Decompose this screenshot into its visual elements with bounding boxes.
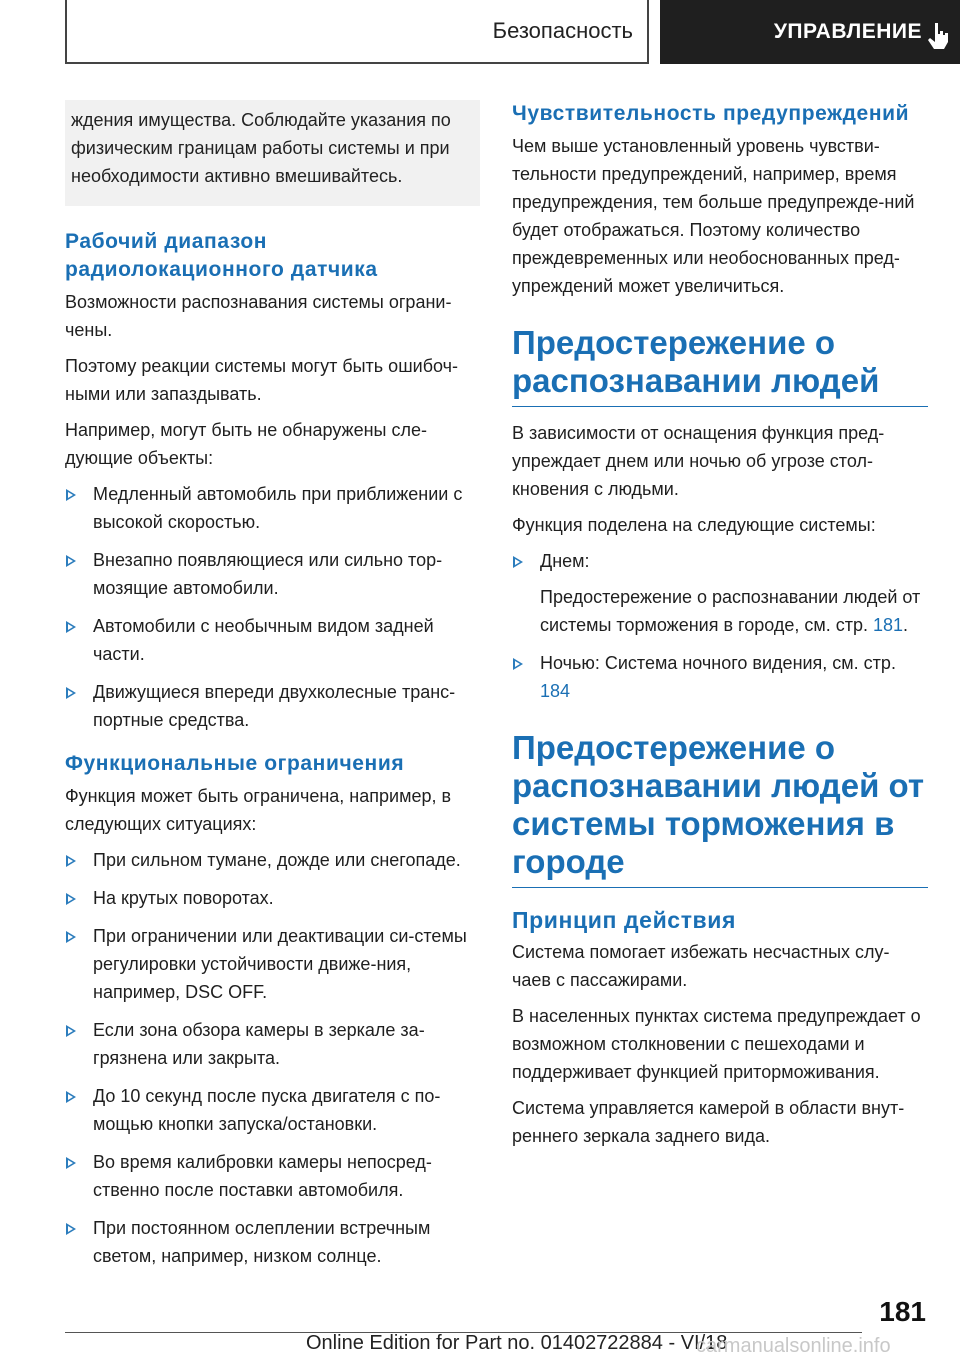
hand-pointer-icon — [926, 22, 950, 50]
bullet-triangle-icon — [513, 556, 523, 568]
range-paragraph-3: Например, могут быть не обнаружены сле-дующие объекты: — [65, 420, 427, 468]
limits-paragraph: Функция может быть ограничена, например, в следующих ситуациях: — [65, 786, 452, 834]
range-heading: Рабочий диапазон радиолокационного датчика — [65, 230, 378, 281]
bullet-triangle-icon — [513, 658, 523, 670]
bullet-triangle-icon — [66, 621, 76, 633]
edition-text: Online Edition for Part no. 01402722884 - VI/18 — [306, 1332, 728, 1354]
list-item: При ограничении или деактивации си-стемы регулировки устойчивости движе-ния, например, DSC OFF. — [65, 922, 480, 1006]
list-item — [512, 649, 928, 705]
city-braking-heading: Предостережение о распознавании людей от системы торможения в городе — [512, 729, 928, 888]
systems-list — [512, 547, 928, 705]
range-paragraph-1: Возможности распознавания системы ограни-чены. — [65, 292, 452, 340]
people-warning-heading: Предостережение о распознавании людей — [512, 324, 928, 407]
bullet-triangle-icon — [66, 1157, 76, 1169]
list-item: Медленный автомобиль при приближении с высокой скоростью. — [65, 480, 480, 536]
page-number: 181 — [879, 1296, 926, 1327]
principle-paragraph-1: Система помогает избежать несчастных слу-чаев с пассажирами. — [512, 942, 890, 990]
list-item: При постоянном ослеплении встречным светом, например, низком солнце. — [65, 1214, 480, 1270]
list-item: На крутых поворотах. — [65, 884, 480, 912]
day-label: Днем: — [540, 551, 590, 571]
list-item: Если зона обзора камеры в зеркале за-грязнена или закрыта. — [65, 1016, 480, 1072]
principle-paragraph-2: В населенных пунктах система предупреждает о возможном столкновении с пешеходами и поддерживает функцией приторможивания. — [512, 1006, 921, 1082]
list-item: Внезапно появляющиеся или сильно тор-мозящие автомобили. — [65, 546, 480, 602]
section-tab-label: Безопасность — [492, 18, 633, 43]
principle-paragraph-3: Система управляется камерой в области внут-реннего зеркала заднего вида. — [512, 1098, 905, 1146]
people-paragraph-1: В зависимости от оснащения функция пред-упреждает днем или ночью об угрозе стол-кновения с людьми. — [512, 423, 885, 499]
bullet-triangle-icon — [66, 1091, 76, 1103]
limits-list — [65, 846, 480, 1270]
principle-heading: Принцип действия — [512, 907, 737, 933]
bullet-triangle-icon — [66, 687, 76, 699]
note-box: ждения имущества. Соблюдайте указания по физическим границам работы системы и при необходимости активно вмешивайтесь. — [65, 100, 480, 206]
right-column — [512, 100, 928, 1158]
bullet-triangle-icon — [66, 555, 76, 567]
sensitivity-paragraph: Чем выше установленный уровень чувстви-тельности предупреждений, например, время предупреждения, тем больше предупрежде-ний будет отображаться. Поэтому количество преждевременных или необоснованных пред-упреждений может увеличиться. — [512, 136, 915, 296]
list-item: Автомобили с необычным видом задней части. — [65, 612, 480, 668]
watermark: carmanualsonline.info — [696, 1335, 891, 1357]
page-ref-link[interactable]: 184 — [540, 681, 571, 701]
bullet-triangle-icon — [66, 489, 76, 501]
bullet-triangle-icon — [66, 855, 76, 867]
left-column — [65, 100, 480, 1280]
list-item: Движущиеся впереди двухколесные транс-портные средства. — [65, 678, 480, 734]
list-item: До 10 секунд после пуска двигателя с по-мощью кнопки запуска/остановки. — [65, 1082, 480, 1138]
list-item: При сильном тумане, дожде или снегопаде. — [65, 846, 480, 874]
bullet-triangle-icon — [66, 1223, 76, 1235]
range-paragraph-2: Поэтому реакции системы могут быть ошибоч-ными или запаздывать. — [65, 356, 458, 404]
limits-heading: Функциональные ограничения — [65, 752, 405, 775]
page-ref-link[interactable]: 181 — [873, 615, 904, 635]
range-list — [65, 480, 480, 734]
chapter-tab-label: УПРАВЛЕНИЕ — [773, 20, 922, 43]
people-paragraph-2: Функция поделена на следующие системы: — [512, 515, 876, 535]
night-text: Ночью: Система ночного видения, см. стр. — [540, 653, 896, 673]
section-tab[interactable] — [65, 0, 649, 64]
list-item — [512, 547, 928, 639]
bullet-triangle-icon — [66, 931, 76, 943]
bullet-triangle-icon — [66, 893, 76, 905]
sensitivity-heading: Чувствительность предупреждений — [512, 102, 910, 125]
day-text: Предостережение о распознавании людей от системы торможения в городе, см. стр. 181. — [540, 587, 921, 635]
bullet-triangle-icon — [66, 1025, 76, 1037]
list-item: Во время калибровки камеры непосред-ственно после поставки автомобиля. — [65, 1148, 480, 1204]
chapter-tab[interactable] — [660, 0, 960, 64]
